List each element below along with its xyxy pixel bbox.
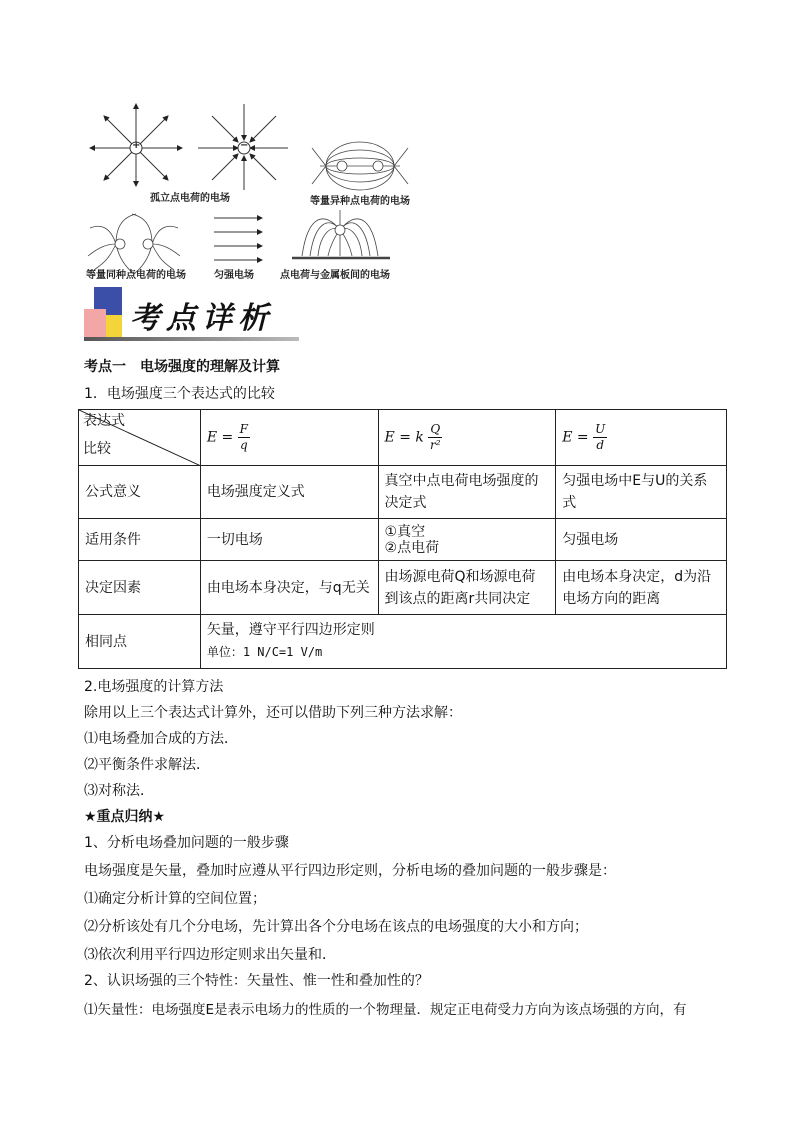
table-cell: 一切电场 [200, 519, 378, 561]
formula2-lhs: E = k [384, 429, 424, 446]
formula3-num: U [595, 422, 606, 436]
formula3-fraction [593, 422, 607, 453]
table-cell: 真空中点电荷电场强度的决定式 [378, 466, 556, 519]
body-line: 除用以上三个表达式计算外，还可以借助下列三种方法求解： [84, 705, 462, 721]
corner-top-label: 表达式 [83, 413, 125, 429]
table-row [79, 519, 727, 561]
table-cell: 由电场本身决定，与q无关 [200, 561, 378, 615]
body-line: ⑶依次利用平行四边形定则求出矢量和． [84, 947, 336, 963]
isolated-caption: 孤立点电荷的电场 [150, 193, 230, 204]
uniform-field [214, 218, 262, 260]
body-line: 2.电场强度的计算方法 [84, 679, 224, 695]
table-cell: 由场源电荷Q和场源电荷到该点的距离r共同决定 [378, 561, 556, 615]
comparison-table [78, 409, 727, 669]
table-row [79, 615, 727, 669]
body-line: ⑴矢量性：电场强度E是表示电场力的性质的一个物理量．规定正电荷受力方向为该点场强的方向，有 [84, 1002, 687, 1018]
plate-field [292, 210, 390, 258]
condition-point-charge: ②点电荷 [384, 539, 440, 556]
common-cell [200, 615, 726, 669]
table-cell: 匀强电场中E与U的关系式 [556, 466, 727, 519]
opposite-caption: 等量异种点电荷的电场 [310, 196, 410, 207]
condition-vacuum: ①真空 [384, 523, 426, 540]
banner-pink-block [84, 309, 106, 337]
banner-underline [84, 337, 299, 341]
uniform-caption: 匀强电场 [214, 270, 254, 281]
section-heading: 考点一 电场强度的理解及计算 [84, 359, 280, 375]
table-row [79, 466, 727, 519]
common-line1: 矢量，遵守平行四边形定则 [206, 622, 375, 638]
formula2-den: r² [429, 438, 441, 452]
row-label: 决定因素 [79, 561, 201, 615]
row-label: 相同点 [79, 615, 201, 669]
minus-sign: − [240, 140, 249, 151]
table-corner-cell [79, 410, 201, 466]
table-row [79, 561, 727, 615]
formula3-den: d [596, 438, 604, 452]
formula-cell-2 [378, 410, 556, 466]
body-line: ⑵分析该处有几个分电场，先计算出各个分电场在该点的电场强度的大小和方向； [84, 919, 588, 935]
section-banner [84, 287, 304, 349]
formula1-den: q [239, 438, 248, 452]
key-summary-heading: ★重点归纳★ [84, 809, 166, 825]
opposite-charges-field [312, 142, 408, 190]
table-header-row [79, 410, 727, 466]
banner-yellow-block [106, 315, 122, 337]
formula-cell-3 [556, 410, 727, 466]
formula3-lhs: E = [562, 429, 589, 446]
formula1-fraction [238, 422, 250, 453]
field-diagrams-svg [80, 96, 420, 281]
body-line: 电场强度是矢量，叠加时应遵从平行四边形定则，分析电场的叠加问题的一般步骤是： [84, 863, 616, 879]
field-figures [80, 96, 420, 281]
plate-caption: 点电荷与金属板间的电场 [280, 270, 390, 281]
body-line: ⑴确定分析计算的空间位置； [84, 891, 266, 907]
formula2-fraction [428, 422, 442, 453]
body-line: 2、认识场强的三个特性：矢量性、惟一性和叠加性的？ [84, 973, 429, 989]
table-cell [378, 519, 556, 561]
row-label: 公式意义 [79, 466, 201, 519]
row-label: 适用条件 [79, 519, 201, 561]
formula1-lhs: E = [206, 429, 234, 446]
body-line: ⑵平衡条件求解法． [84, 757, 210, 773]
same-caption: 等量同种点电荷的电场 [86, 270, 186, 281]
formula2-num: Q [430, 422, 441, 436]
same-charges-field [88, 214, 180, 274]
common-line2: 单位：1 N/C=1 V/m [206, 645, 323, 659]
formula-cell-1 [200, 410, 378, 466]
table-cell: 电场强度定义式 [200, 466, 378, 519]
section-item1: 1．电场强度三个表达式的比较 [84, 386, 275, 402]
banner-title: 考点详析 [130, 301, 274, 336]
corner-bottom-label: 比较 [83, 441, 111, 457]
table-cell: 由电场本身决定，d为沿电场方向的距离 [556, 561, 727, 615]
plus-sign: + [132, 140, 141, 151]
table-cell: 匀强电场 [556, 519, 727, 561]
formula1-num: F [239, 422, 248, 436]
body-line: ⑶对称法． [84, 783, 154, 799]
body-line: 1、分析电场叠加问题的一般步骤 [84, 835, 289, 851]
body-line: ⑴电场叠加合成的方法． [84, 731, 238, 747]
